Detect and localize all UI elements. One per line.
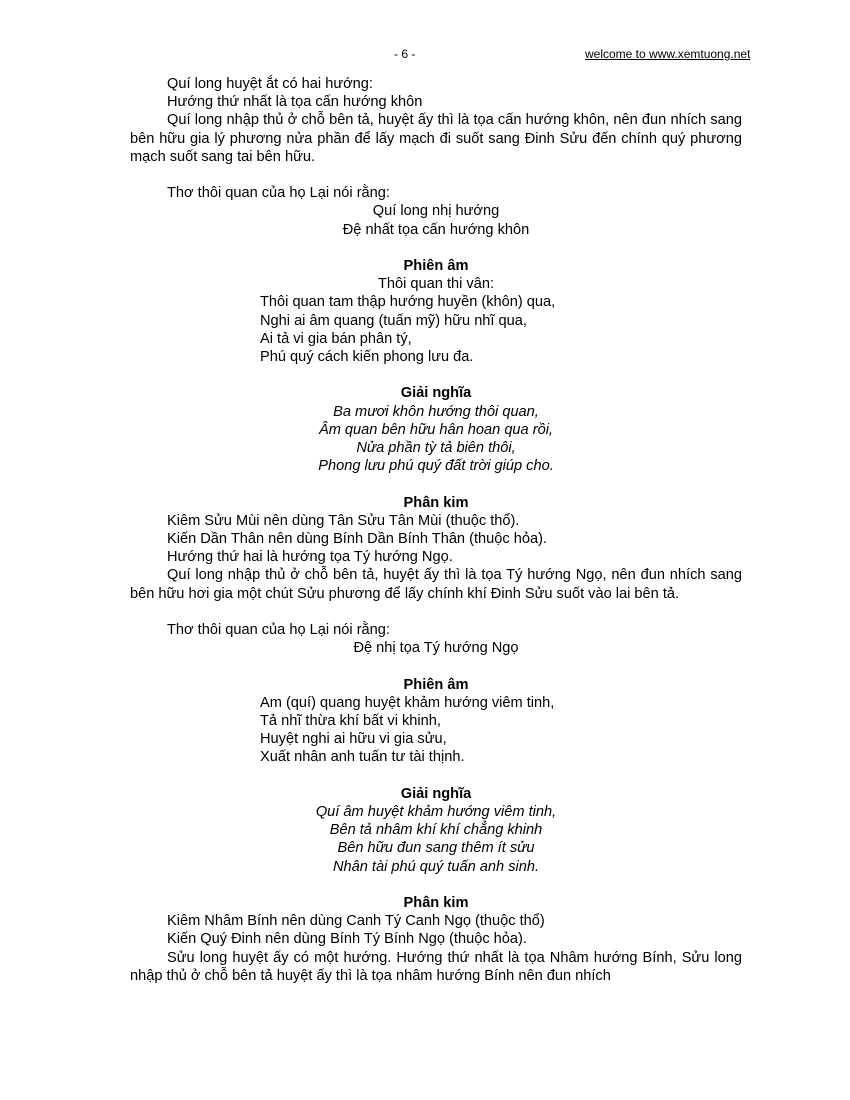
translation-line: Nửa phần tỳ tả biên thôi, — [356, 440, 516, 457]
text-line: Kiêm Nhâm Bính nên dùng Canh Tý Canh Ngọ (thuộc thổ) — [167, 913, 545, 930]
section-heading-phan-kim: Phân kim — [403, 895, 469, 912]
translation-line: Âm quan bên hữu hân hoan qua rồi, — [318, 421, 553, 438]
translation-line: Quí âm huyệt khảm hướng viêm tinh, — [315, 804, 557, 821]
verse-line: Ai tả vi gia bán phân tý, — [260, 330, 412, 347]
poem-title-line: Quí long nhị hướng — [372, 203, 500, 220]
site-link[interactable]: welcome to www.xemtuong.net — [585, 47, 751, 61]
page-header — [0, 47, 850, 67]
section-heading-phan-kim: Phân kim — [403, 494, 469, 511]
paragraph: Quí long nhập thủ ở chỗ bên tả, huyệt ấy thì là tọa Tý hướng Ngọ, nên đun nhích sang bên hữu hơi gia một chút Sửu phương để lấy chính khí Đinh Sửu suốt vào lai bên tả. — [130, 567, 742, 602]
paragraph: Sửu long huyệt ấy có một hướng. Hướng thứ nhất là tọa Nhâm hướng Bính, Sửu long nhập thủ ở chỗ bên tả huyệt ấy thì là tọa nhâm hướng Bính nên đun nhích — [130, 949, 742, 984]
section-heading-giai-nghia: Giải nghĩa — [400, 385, 472, 402]
verse-line: Phú quý cách kiến phong lưu đa. — [260, 349, 474, 366]
text-line: Kiến Dần Thân nên dùng Bính Dần Bính Thân (thuộc hỏa). — [167, 531, 547, 548]
translation-line: Nhân tài phú quý tuấn anh sinh. — [332, 858, 540, 875]
section-heading-phien-am: Phiên âm — [403, 676, 469, 693]
poem-title-line: Đệ nhị tọa Tý hướng Ngọ — [353, 640, 519, 657]
verse-line: Huyệt nghi ai hữu vi gia sửu, — [260, 731, 447, 748]
page-number: - 6 - — [394, 47, 416, 61]
section-heading-giai-nghia: Giải nghĩa — [400, 785, 472, 802]
translation-line: Bên hữu đun sang thêm ít sửu — [337, 840, 535, 857]
section-heading-phien-am: Phiên âm — [403, 258, 469, 274]
verse-line: Xuất nhân anh tuấn tư tài thịnh. — [260, 749, 465, 766]
text-line: Kiêm Sửu Mùi nên dùng Tân Sửu Tân Mùi (thuộc thổ). — [167, 512, 520, 529]
text-line: Hướng thứ hai là hướng tọa Tý hướng Ngọ. — [167, 549, 453, 566]
translation-line: Phong lưu phú quý đất trời giúp cho. — [318, 458, 554, 475]
verse-line: Nghi ai âm quang (tuấn mỹ) hữu nhĩ qua, — [260, 312, 527, 329]
text-line: Quí long huyệt ắt có hai hướng: — [167, 76, 373, 92]
poem-intro: Thơ thôi quan của họ Lại nói rằng: — [167, 622, 390, 639]
poem-intro: Thơ thôi quan của họ Lại nói rằng: — [167, 185, 390, 202]
phien-am-subtitle: Thôi quan thi vân: — [377, 276, 495, 293]
text-line: Kiến Quý Đinh nên dùng Bính Tý Bính Ngọ (thuộc hỏa). — [167, 931, 527, 948]
translation-line: Bên tả nhâm khí khí chẳng khinh — [329, 822, 543, 839]
verse-line: Tả nhĩ thừa khí bất vi khinh, — [260, 713, 441, 730]
translation-line: Ba mươi khôn hướng thôi quan, — [333, 403, 539, 420]
verse-line: Am (quí) quang huyệt khảm hướng viêm tinh, — [260, 694, 555, 711]
document-body — [130, 75, 742, 985]
paragraph: Quí long nhập thủ ở chỗ bên tả, huyệt ấy thì là tọa cấn hướng khôn, nên đun nhích sang bên hữu gia lý phương nửa phần để lấy mạch đi suốt sang Đinh Sửu đến chính quý phương mạch suốt sang tai bên hữu. — [130, 112, 742, 165]
verse-line: Thôi quan tam thập hướng huyền (khôn) qua, — [260, 294, 556, 311]
poem-title-line: Đệ nhất tọa cấn hướng khôn — [342, 221, 530, 238]
text-line: Hướng thứ nhất là tọa cấn hướng khôn — [167, 94, 423, 111]
